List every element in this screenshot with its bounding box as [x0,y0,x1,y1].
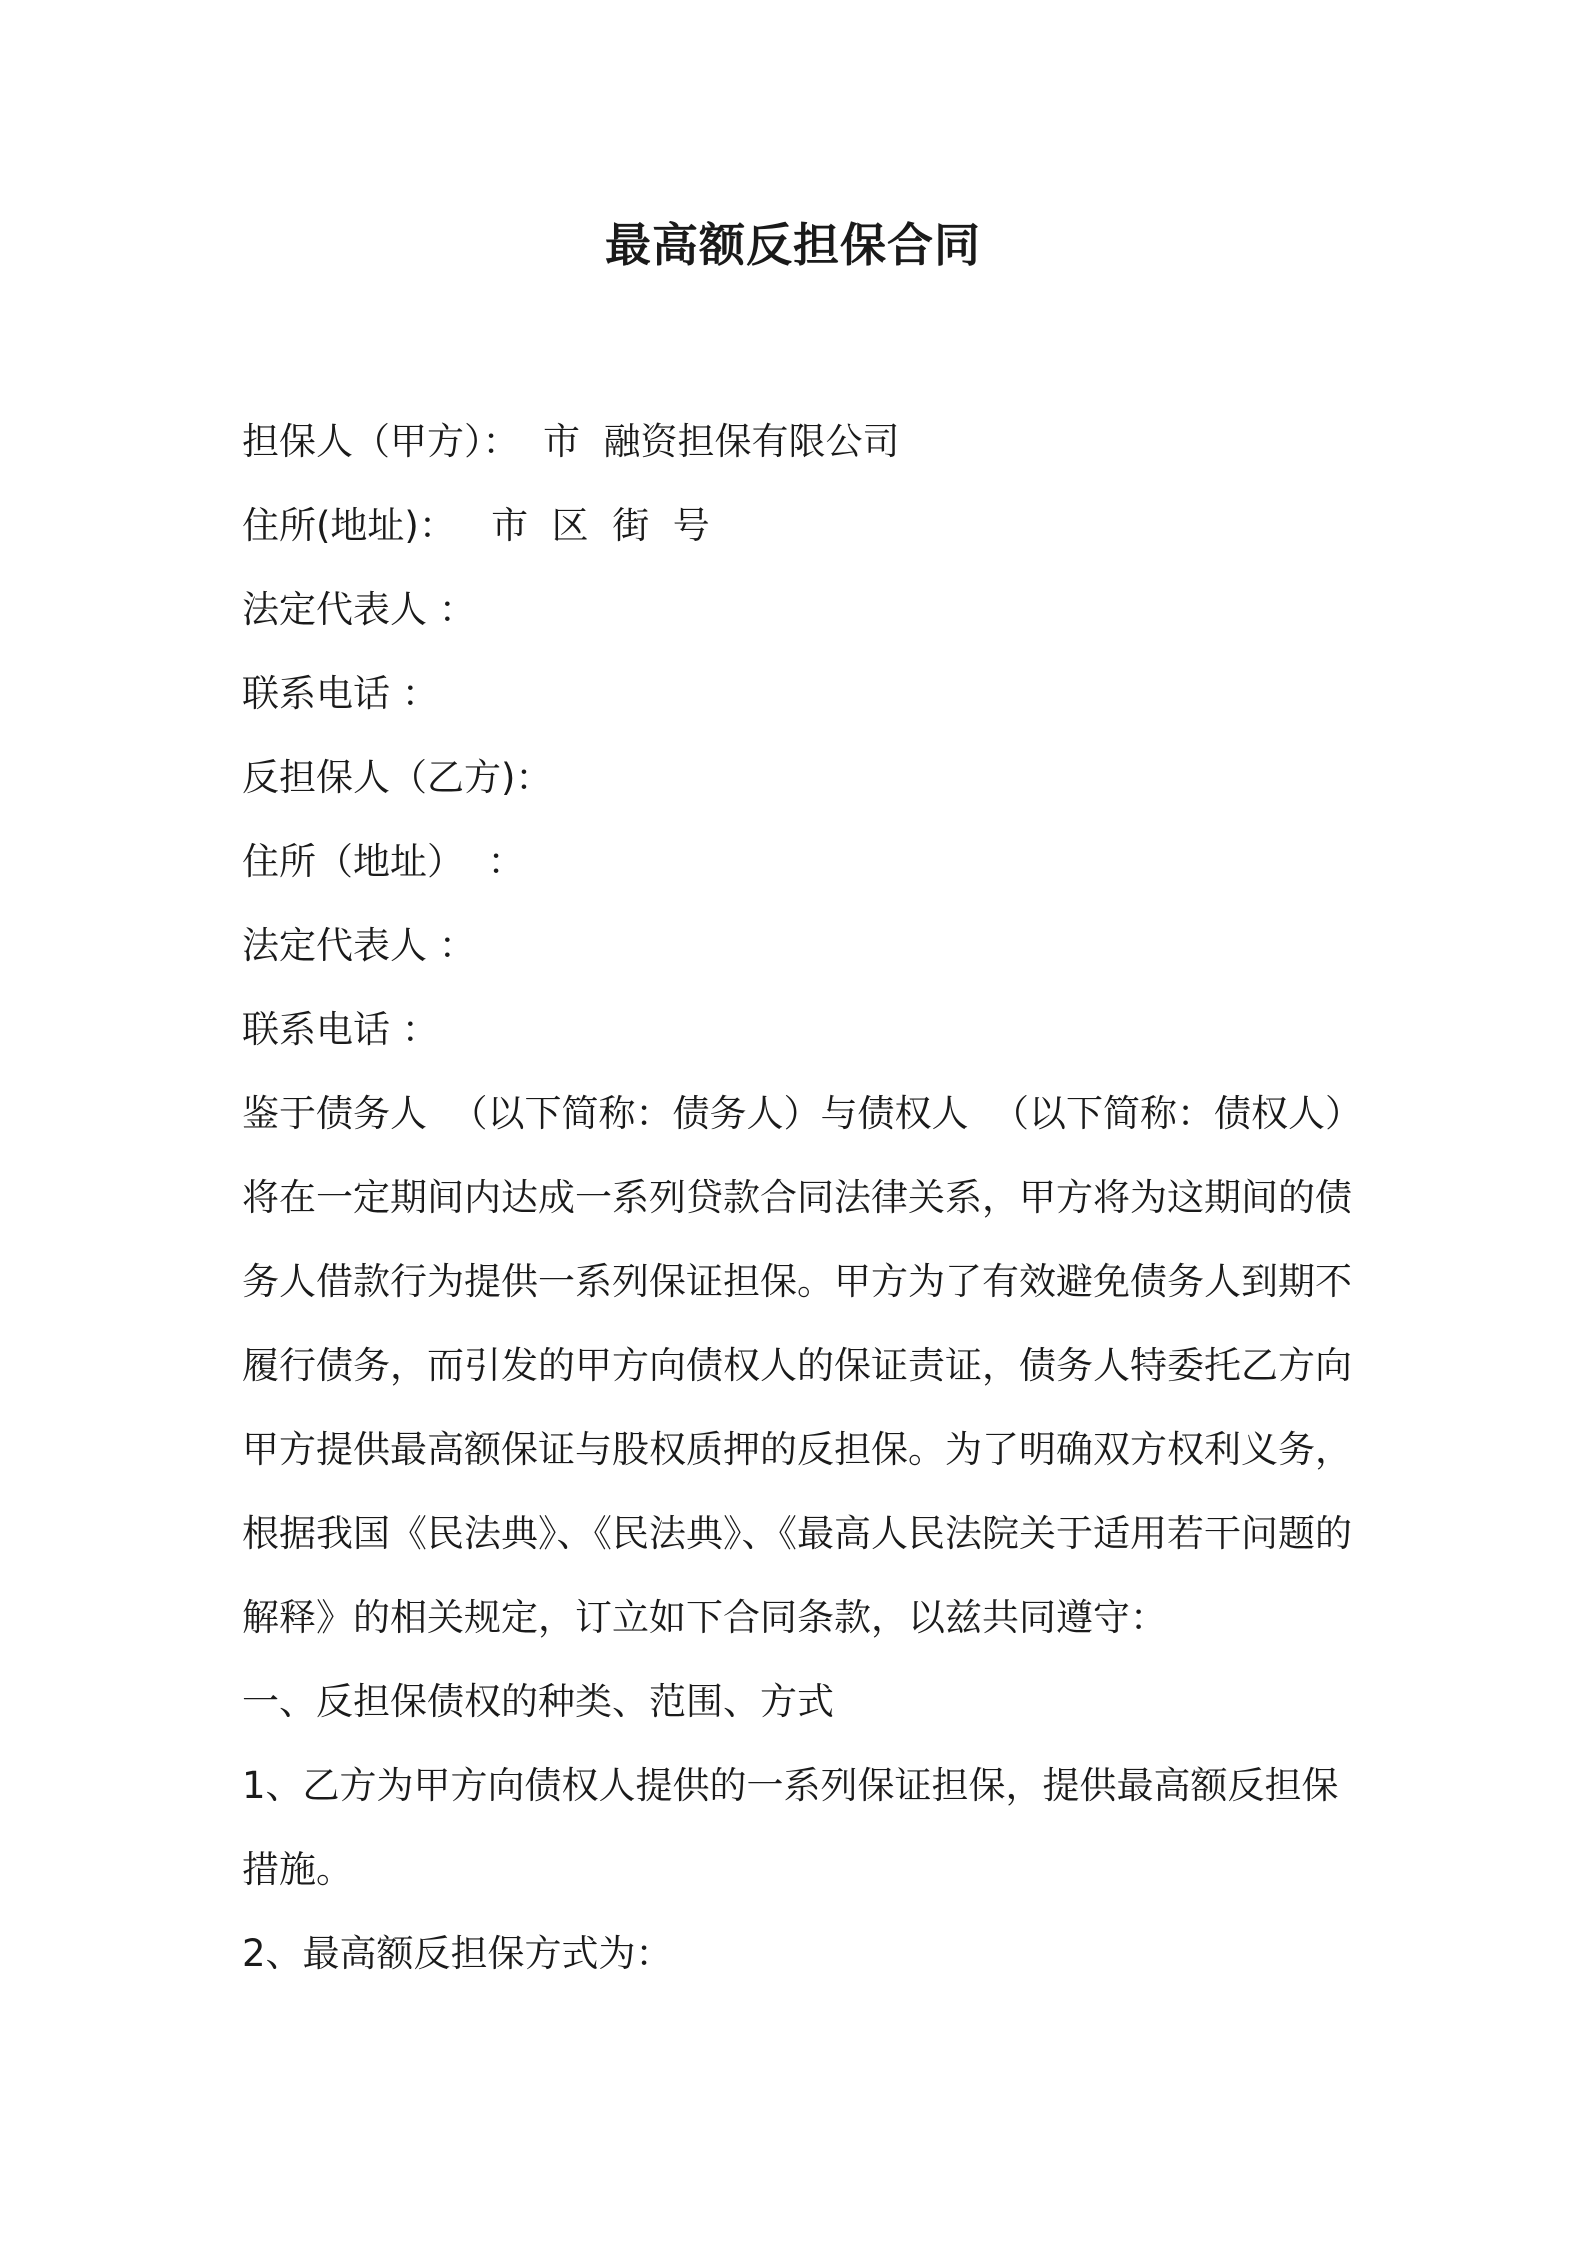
document-title: 最高额反担保合同 [605,218,981,272]
guarantor-line: 担保人（甲方）： 市 融资担保有限公司 [242,420,900,463]
recital-line: 鉴于债务人 （以下简称：债务人）与债权人 （以下简称：债权人） [242,1092,1363,1135]
counter-guarantor-phone-line: 联系电话 ： [242,1008,439,1051]
recital-line: 根据我国《民法典》、《民法典》、《最高人民法院关于适用若干问题的 [242,1512,1352,1555]
guarantor-legal-rep-line: 法定代表人 ： [242,588,476,631]
guarantor-phone-line: 联系电话 ： [242,672,439,715]
clause-1-line: 措施。 [242,1848,353,1891]
counter-guarantor-line: 反担保人（乙方)： [242,756,553,799]
section-1-heading: 一、反担保债权的种类、范围、方式 [242,1680,834,1723]
counter-guarantor-legal-rep-line: 法定代表人 ： [242,924,476,967]
recital-line: 甲方提供最高额保证与股权质押的反担保。为了明确双方权利义务， [242,1428,1352,1471]
recital-line: 解释》的相关规定，订立如下合同条款，以兹共同遵守： [242,1596,1167,1639]
counter-guarantor-address-line: 住所（地址） ： [242,840,525,883]
recital-line: 务人借款行为提供一系列保证担保。甲方为了有效避免债务人到期不 [242,1260,1352,1303]
guarantor-address-line: 住所(地址)： 市 区 街 号 [242,504,710,547]
recital-line: 履行债务，而引发的甲方向债权人的保证责证，债务人特委托乙方向 [242,1344,1352,1387]
document-body [242,400,1363,1996]
clause-1-line: 1、乙方为甲方向债权人提供的一系列保证担保，提供最高额反担保 [242,1764,1339,1807]
clause-1 [242,1744,1348,1912]
recital-paragraph [242,1072,1363,1660]
clause-2: 2、最高额反担保方式为： [242,1932,673,1975]
recital-line: 将在一定期间内达成一系列贷款合同法律关系，甲方将为这期间的债 [242,1176,1352,1219]
